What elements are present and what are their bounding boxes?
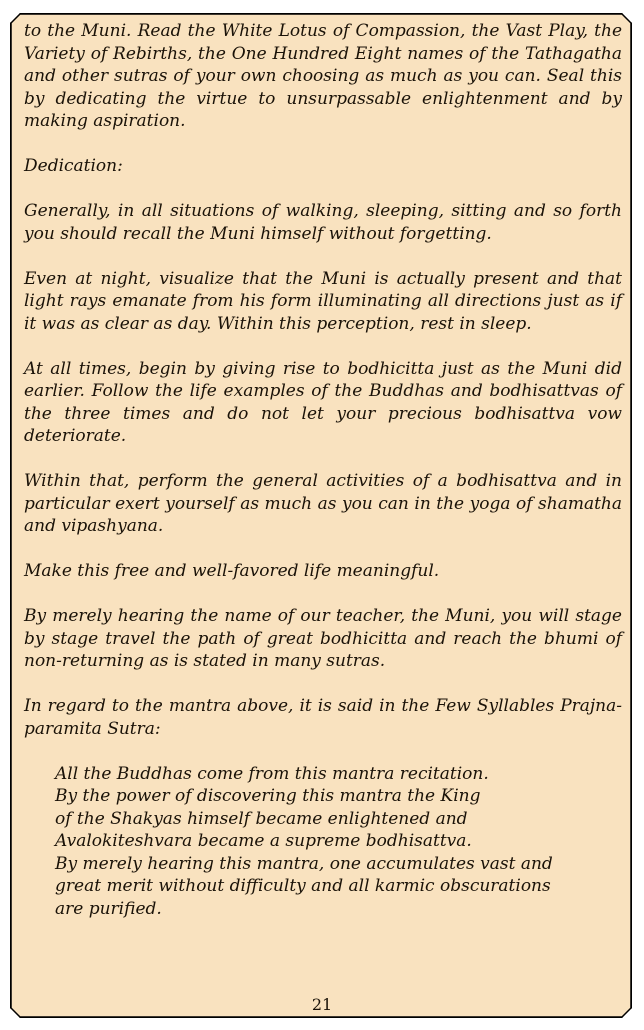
quote-line: of the Shakyas himself became enlightened and <box>55 808 468 829</box>
recall-muni-paragraph: Generally, in all situations of walking, sleeping, sitting and so forth you should recall the Muni himself without forgetting. <box>24 201 622 244</box>
page-number: 21 <box>311 995 333 1014</box>
dedication-heading: Dedication: <box>24 156 123 176</box>
mantra-intro-paragraph: In regard to the mantra above, it is said in the Few Syllables Prajnaparamita Sutra: <box>24 696 622 739</box>
quote-line: By the power of discovering this mantra the King <box>55 786 481 806</box>
quote-line: By merely hearing this mantra, one accumulates vast and <box>55 853 553 874</box>
hearing-name-paragraph: By merely hearing the name of our teacher, the Muni, you will stage by stage travel the path of great bodhicitta and reach the bhumi of non-returning as is stated in many sutras. <box>24 606 622 671</box>
prajnaparamita-quote <box>55 763 555 921</box>
quote-line: All the Buddhas come from this mantra recitation. <box>55 763 489 784</box>
quote-line: are purified. <box>55 898 162 919</box>
page-text <box>24 20 622 920</box>
meaningful-life-paragraph: Make this free and well-favored life meaningful. <box>24 561 440 581</box>
night-visualization-paragraph: Even at night, visualize that the Muni is actually present and that light rays emanate from his form illuminating all directions just as if it was as clear as day. Within this perception, rest in sleep. <box>24 268 622 334</box>
bodhisattva-activities-paragraph: Within that, perform the general activities of a bodhisattva and in particular exert yourself as much as you can in the yoga of shamatha and vipashyana. <box>24 471 622 536</box>
quote-line: great merit without difficulty and all karmic obscurations <box>55 876 551 896</box>
sutra-reading-paragraph: to the Muni. Read the White Lotus of Compassion, the Vast Play, the Variety of Rebirths, the One Hundred Eight names of the Tathagatha and other sutras of your own choosing as much as you can. Seal this by dedicating the virtue to unsurpassable enlightenment and by making aspiration. <box>24 21 622 131</box>
quote-line: Avalokiteshvara became a supreme bodhisattva. <box>55 831 472 851</box>
bodhicitta-paragraph: At all times, begin by giving rise to bodhicitta just as the Muni did earlier. Follow the life examples of the Buddhas and bodhisattvas of the three times and do not let your precious bodhisattva vow deteriorate. <box>24 358 622 446</box>
